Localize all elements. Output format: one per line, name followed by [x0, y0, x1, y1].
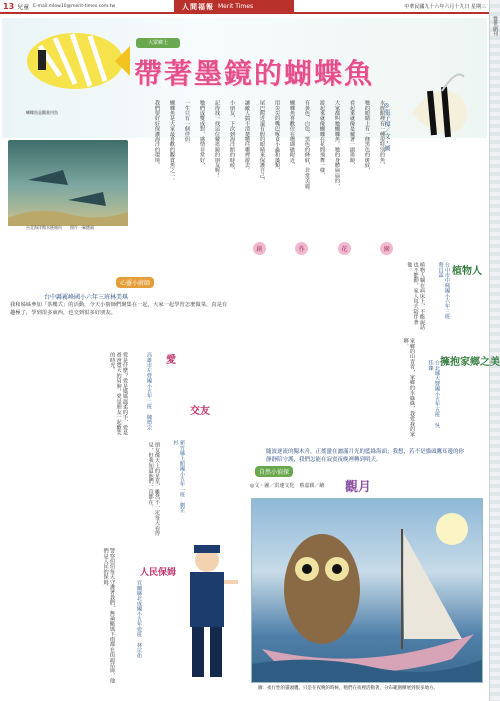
page-number: 13	[3, 1, 15, 11]
hero-kicker: 大眾鄉土	[136, 38, 180, 48]
article-column: 記得找一找這位戴墨鏡的朋友喔！	[214, 100, 220, 178]
poem-text-friends: 朋友像天上的星星，雖然不一定每天看得見，但我知道他們一直都在。	[147, 442, 160, 536]
article-column: 有黃色、白色、黑色的條紋，非常美麗。	[304, 100, 310, 194]
nature-label: 自然小偵探	[255, 466, 293, 477]
poem-author-nanny: 宜蘭縣北成國小五年愛班 林宗佑	[136, 580, 142, 658]
owl-title: 觀月	[345, 480, 372, 495]
owl-icon	[252, 499, 483, 683]
poem-text-hometown: 家鄉的山青青，家鄉的水綠綠，我愛我的家鄉。	[402, 338, 415, 437]
poem-author-plant: 台中市中興國小六年三班 蔡昌霖	[437, 262, 450, 325]
garden-char: 作	[295, 242, 308, 255]
poem-title-friends: 交友	[190, 406, 210, 417]
side-strip	[489, 0, 500, 701]
owl-illustration	[251, 498, 483, 683]
article-column: 蝴蝶魚是大家最喜歡的觀賞魚之一。	[169, 100, 175, 184]
article-column: 蝴蝶魚喜歡住在珊瑚礁附近，	[289, 100, 295, 168]
poem-text-nanny: 警察伯伯每天守護著我們，無論颳風下雨都在街頭站崗，他們是人民的保姆。	[102, 548, 115, 684]
tank-fish-icon	[8, 140, 128, 226]
poem-text-plant: 植物人躺在病床上，不能說話也不能動，家人每天陪伴著他。	[406, 262, 425, 330]
aquarium-photo	[8, 140, 128, 226]
creative-garden-banner	[238, 240, 408, 256]
garden-char: 創	[253, 242, 266, 255]
article-column: 一生只有一個伴侶。	[184, 100, 190, 147]
issue-date: 中華民國九十六年六月十九日 星期三	[404, 4, 486, 10]
poem-title-love: 愛	[166, 355, 176, 366]
owl-author: ◎文・圖／洪速文化 蔡嘉穎／繪	[250, 483, 325, 489]
police-officer-icon	[172, 540, 242, 685]
newspaper-logo	[174, 0, 294, 13]
owl-caption: 圖：夜行性的貓頭鷹，只是在夜晚的時候，牠們在夜裡活動著，分布範圍擴展到很多地方。	[258, 686, 438, 691]
poem-title-nanny: 人民保姆	[140, 568, 177, 578]
page-header	[0, 0, 500, 14]
moorish-idol-icon	[402, 73, 477, 143]
owl-poem: 隨波逐流的獨木舟，正搖盪在灑滿月光的藍綠海面；我想，若不是貓頭鷹耳邊的你靜靜陪守護，我們怎能在寂寞夜晚裡轉到明天。	[266, 449, 465, 463]
butterflyfish-icon	[20, 26, 130, 96]
section-name: 兒童	[17, 3, 30, 11]
hero-title: 帶著墨鏡的蝴蝶魚	[134, 57, 375, 90]
article-author: ◎張子樟／文・圖	[383, 102, 390, 151]
article-column: 小朋友，下次到海洋館的時候，	[229, 100, 235, 173]
article-column: 牠們成雙成對，感情非常好，	[199, 100, 205, 168]
article-column: 讓敵人搞不清楚牠往哪裡游去。	[244, 100, 250, 173]
article-column: 用尖尖的嘴巴啄食小蟲和藻類，	[274, 100, 280, 173]
poem-text-love: 愛是什麼？愛是媽媽溫柔的手，愛是爸爸寬大的肩膀，愛是朋友一起歡笑的時光。	[109, 352, 128, 436]
side-strip-title: 覺世副刊	[492, 16, 498, 36]
garden-char: 花	[338, 242, 351, 255]
fish-caption: 蝴蝶魚是觀賞用魚	[26, 110, 58, 115]
article-column: 我們要好好保護海洋的環境。	[154, 100, 160, 168]
email-link[interactable]: E-mail:mlow10@merit-times.com.tw	[33, 3, 116, 9]
tank-caption: 台北海洋館水族箱內 照片一畢德福	[26, 225, 94, 230]
article-column: 看起來就像是戴著一副墨鏡，	[349, 100, 355, 168]
article-column: 牠的眼睛上有一條黑色的斑紋，	[364, 100, 370, 173]
poem-author-love: 高雄市左營國小五年二班 陳德宗	[146, 352, 152, 430]
poem-author-hometown: 台北縣大豐國小五年五班 吳佳臻	[427, 360, 440, 428]
article-column: 水族館裡有一種很特別的魚，	[379, 100, 385, 168]
logo-text: 人間福報	[182, 2, 214, 11]
corner-intro: 我和姊姊參加「茶樓式」的活動，今天小廚師們聚集在一起，大家一起學習怎麼做菜，真是有趣極了，學到很多東西，也交到很多好朋友。	[10, 302, 228, 316]
article-column: 大家都叫牠蝴蝶魚。牠的身體扁扁的，	[334, 100, 340, 189]
poem-author-friends: 新竹縣上館國小五年一班 劉芷杉	[172, 440, 185, 513]
poem-title-plant: 植物人	[452, 266, 482, 277]
article-column: 游起來就像蝴蝶在花間飛舞一樣，	[319, 100, 325, 178]
corner-school: 台中縣霧峰國小六年三班林美琪	[44, 294, 129, 301]
logo-en: Merit Times	[218, 3, 254, 10]
article-column: 尾巴附近還有假的眼睛來保護自己，	[259, 100, 265, 184]
garden-char: 園	[380, 242, 393, 255]
poem-title-hometown: 擁抱家鄉之美	[440, 357, 500, 368]
corner-label: 心靈小廚師	[116, 277, 154, 288]
